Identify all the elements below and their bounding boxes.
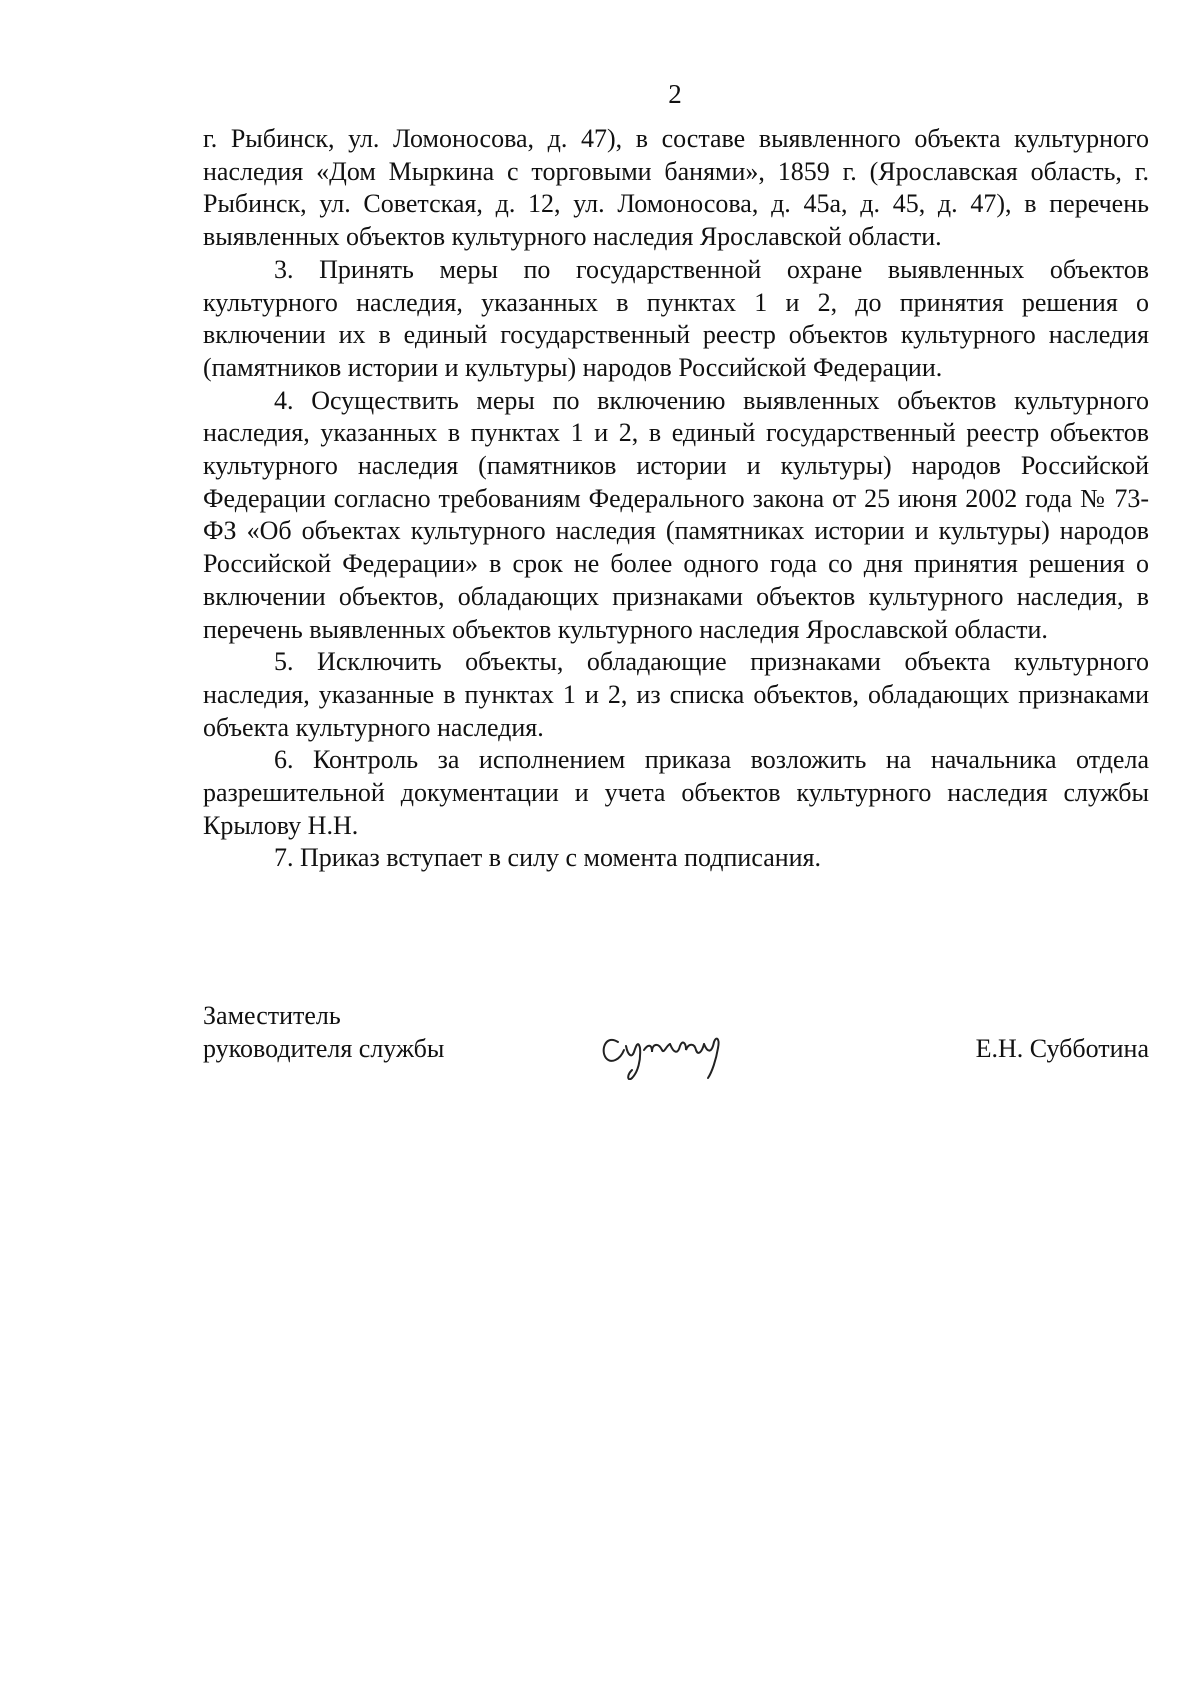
- document-body: [203, 123, 1149, 875]
- signatory-name: Е.Н. Субботина: [975, 1033, 1149, 1063]
- signature-block: [203, 1000, 1149, 1080]
- paragraph-item-3: 3. Принять меры по государственной охране выявленных объектов культурного наследия, указанных в пунктах 1 и 2, до принятия решения о включении их в единый государственный реестр объектов культурного наследия (памятников истории и культуры) народов Российской Федерации.: [203, 254, 1149, 382]
- signatory-position: [203, 1000, 503, 1065]
- handwritten-signature: [596, 1020, 746, 1080]
- paragraph-continuation: г. Рыбинск, ул. Ломоносова, д. 47), в составе выявленного объекта культурного наследия «Дом Мыркина с торговыми банями», 1859 г. (Ярославская область, г. Рыбинск, ул. Советская, д. 12, ул. Ломоносова, д. 45а, д. 45, д. 47), в перечень выявленных объектов культурного наследия Ярославской области.: [203, 124, 1149, 252]
- signatory-position-line-2: руководителя службы: [203, 1033, 445, 1063]
- page-number: 2: [668, 79, 682, 109]
- paragraph-item-7: 7. Приказ вступает в силу с момента подписания.: [274, 843, 822, 873]
- paragraph-item-4: 4. Осуществить меры по включению выявленных объектов культурного наследия, указанных в пунктах 1 и 2, в единый государственный реестр объектов культурного наследия (памятников истории и культуры) народов Российской Федерации согласно требованиям Федерального закона от 25 июня 2002 года № 73-ФЗ «Об объектах культурного наследия (памятниках истории и культуры) народов Российской Федерации» в срок не более одного года со дня принятия решения о включении объектов, обладающих признаками объектов культурного наследия, в перечень выявленных объектов культурного наследия Ярославской области.: [203, 385, 1149, 644]
- paragraph-item-5: 5. Исключить объекты, обладающие признаками объекта культурного наследия, указанные в пунктах 1 и 2, из списка объектов, обладающих признаками объекта культурного наследия.: [203, 647, 1149, 742]
- signatory-position-line-1: Заместитель: [203, 1001, 341, 1030]
- paragraph-item-6: 6. Контроль за исполнением приказа возложить на начальника отдела разрешительной документации и учета объектов культурного наследия службы Крылову Н.Н.: [203, 745, 1149, 840]
